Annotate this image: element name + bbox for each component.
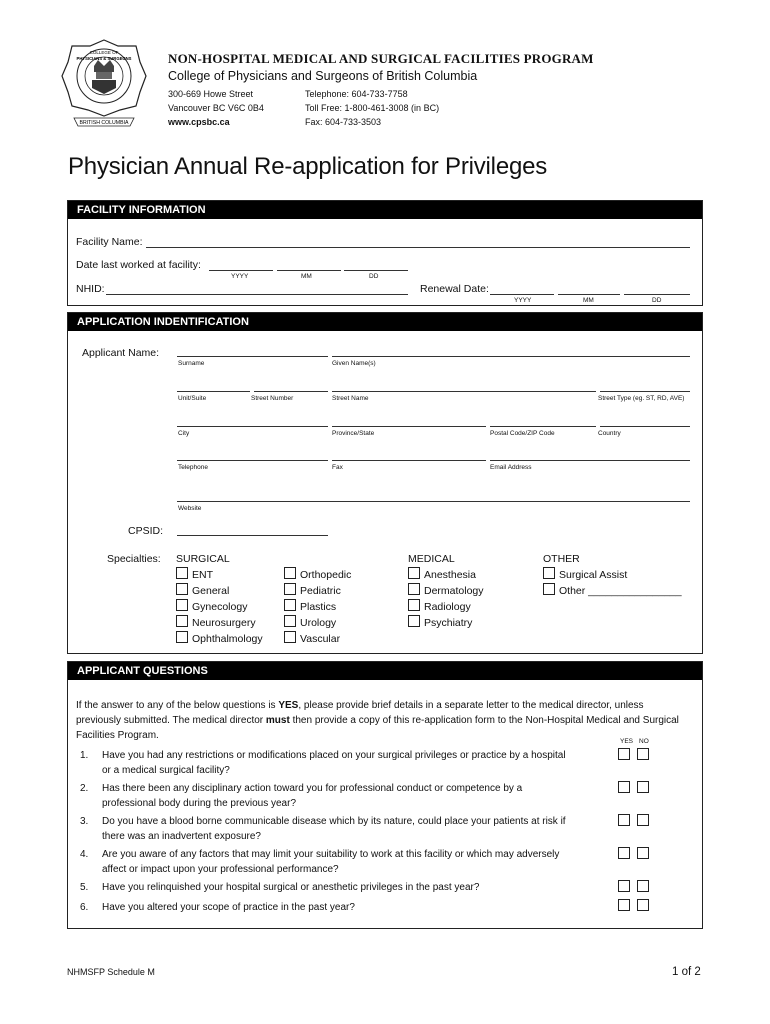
question-3-yes-checkbox[interactable] [618,814,630,826]
website-caption: Website [178,505,202,512]
intro-text-2: , please provide brief details in a separate letter to the medical director, unless previously submitted. The medical director [76,700,644,726]
email-caption: Email Address [490,464,532,471]
website-field[interactable] [177,501,690,502]
question-2-yes-checkbox[interactable] [618,781,630,793]
question-1-number: 1. [80,750,89,761]
address-line-1: 300-669 Howe Street [168,89,254,99]
address-line-2: Vancouver BC V6C 0B4 [168,103,264,113]
checkbox-other[interactable] [543,583,555,595]
street-number-caption: Street Number [251,395,294,402]
specialty-psychiatry-label: Psychiatry [424,617,473,629]
question-3-no-checkbox[interactable] [637,814,649,826]
question-4-text: Are you aware of any factors that may limit your suitability to work at this facility or which may adversely affect or impact upon your professional performance? [102,849,560,875]
section-heading: APPLICANT QUESTIONS [68,662,702,680]
intro-must: must [265,715,290,726]
college-contact [305,87,439,129]
specialty-general-label: General [192,585,230,597]
renewal-yyyy-field[interactable] [490,294,554,295]
given-names-field[interactable] [332,356,690,357]
facility-name-field[interactable] [146,247,690,248]
question-5-text: Have you relinquished your hospital surgical or anesthetic privileges in the past year? [102,882,480,893]
college-address [168,87,264,129]
logo-top-text: COLLEGE OF [89,50,119,55]
country-field[interactable] [600,426,690,427]
given-names-caption: Given Name(s) [332,360,376,367]
street-number-field[interactable] [254,391,328,392]
question-4-number: 4. [80,849,89,860]
program-title: NON-HOSPITAL MEDICAL AND SURGICAL FACILITIES PROGRAM [168,51,594,66]
specialty-other-label: Other ________________ [559,585,682,597]
renewal-yyyy-caption: YYYY [514,297,532,304]
toll-free-text: Toll Free: 1-800-461-3008 (in BC) [305,103,440,113]
date-worked-dd-caption: DD [369,273,379,280]
logo-arc-text: PHYSICIANS & SURGEONS [76,56,132,61]
date-worked-dd-field[interactable] [344,270,408,271]
fax-field[interactable] [332,460,486,461]
section-heading: FACILITY INFORMATION [68,201,702,219]
telephone-caption: Telephone [178,464,208,471]
facility-name-label: Facility Name: [76,236,143,248]
specialty-urology-label: Urology [300,617,337,629]
question-1-yes-checkbox[interactable] [618,748,630,760]
medical-heading: MEDICAL [408,553,455,565]
applicant-questions-section [67,661,703,929]
question-5-no-checkbox[interactable] [637,880,649,892]
renewal-date-label: Renewal Date: [420,283,489,295]
intro-yes: YES [278,700,299,711]
surname-field[interactable] [177,356,328,357]
renewal-mm-caption: MM [583,297,594,304]
question-3-text: Do you have a blood borne communicable disease which by its nature, could place your patients at risk if there was an inadvertent exposure? [102,816,566,842]
specialty-radiology-label: Radiology [424,601,471,613]
postal-code-caption: Postal Code/ZIP Code [490,430,555,437]
college-name: College of Physicians and Surgeons of British Columbia [168,69,478,83]
unit-suite-field[interactable] [177,391,250,392]
yes-column-label: YES [620,738,634,745]
country-caption: Country [598,430,621,437]
section-heading: APPLICATION INDENTIFICATION [68,313,702,331]
question-2-no-checkbox[interactable] [637,781,649,793]
question-6-yes-checkbox[interactable] [618,899,630,911]
specialty-ophthalmology-label: Ophthalmology [192,633,263,645]
specialty-dermatology-label: Dermatology [424,585,484,597]
street-type-field[interactable] [600,391,690,392]
checkbox-vascular[interactable] [284,631,296,643]
checkbox-general[interactable] [176,583,188,595]
renewal-dd-field[interactable] [624,294,690,295]
application-identification-section [67,312,703,654]
question-5-number: 5. [80,882,89,893]
specialty-neurosurgery-label: Neurosurgery [192,617,256,629]
specialty-gynecology-label: Gynecology [192,601,248,613]
page-number: 1 of 2 [672,966,701,978]
no-column-label: NO [639,738,649,745]
checkbox-plastics[interactable] [284,599,296,611]
logo-bottom-text: BRITISH COLUMBIA [79,120,129,126]
specialty-plastics-label: Plastics [300,601,337,613]
question-2-number: 2. [80,783,89,794]
cpsid-label: CPSID: [128,525,164,537]
checkbox-urology[interactable] [284,615,296,627]
date-worked-mm-caption: MM [301,273,312,280]
question-6-number: 6. [80,902,89,913]
specialty-surgical-assist-label: Surgical Assist [559,569,628,581]
province-state-field[interactable] [332,426,486,427]
date-worked-yyyy-caption: YYYY [231,273,249,280]
checkbox-ent[interactable] [176,567,188,579]
checkbox-orthopedic[interactable] [284,567,296,579]
specialties-label: Specialties: [107,553,161,565]
checkbox-psychiatry[interactable] [408,615,420,627]
college-crest-logo [58,36,150,132]
date-worked-yyyy-field[interactable] [209,270,273,271]
renewal-dd-caption: DD [652,297,662,304]
question-1-text: Have you had any restrictions or modifications placed on your surgical privileges or practice by a hospital or a medical surgical facility? [102,750,566,776]
province-state-caption: Province/State [332,430,375,437]
document-title: Physician Annual Re-application for Privileges [68,153,548,180]
street-name-caption: Street Name [332,395,369,402]
specialty-orthopedic-label: Orthopedic [300,569,352,581]
question-4-no-checkbox[interactable] [637,847,649,859]
question-2-text: Has there been any disciplinary action toward you for professional conduct or competence by a professional body during the previous year? [102,783,523,809]
question-6-text: Have you altered your scope of practice in the past year? [102,902,355,913]
date-worked-mm-field[interactable] [277,270,341,271]
nhid-label: NHID: [76,283,105,295]
form-code: NHMSFP Schedule M [67,967,155,977]
question-1-no-checkbox[interactable] [637,748,649,760]
nhid-field[interactable] [106,294,408,295]
intro-text-1: If the answer to any of the below questions is [76,700,279,711]
date-worked-label: Date last worked at facility: [76,259,201,271]
question-6-no-checkbox[interactable] [637,899,649,911]
telephone-text: Telephone: 604-733-7758 [305,89,408,99]
street-name-field[interactable] [332,391,596,392]
checkbox-gynecology[interactable] [176,599,188,611]
surgical-heading: SURGICAL [176,553,230,565]
question-4-yes-checkbox[interactable] [618,847,630,859]
city-caption: City [178,430,190,437]
telephone-field[interactable] [177,460,328,461]
checkbox-anesthesia[interactable] [408,567,420,579]
checkbox-pediatric[interactable] [284,583,296,595]
website-link[interactable]: www.cpsbc.ca [168,117,230,127]
question-3-number: 3. [80,816,89,827]
city-field[interactable] [177,426,328,427]
unit-suite-caption: Unit/Suite [178,395,207,402]
cpsid-field[interactable] [177,535,328,536]
postal-code-field[interactable] [490,426,596,427]
checkbox-dermatology[interactable] [408,583,420,595]
facility-information-section [67,200,703,306]
other-heading: OTHER [543,553,580,565]
question-5-yes-checkbox[interactable] [618,880,630,892]
applicant-name-label: Applicant Name: [82,347,160,359]
email-field[interactable] [490,460,690,461]
questions-intro [76,698,686,743]
fax-caption: Fax [332,464,343,471]
fax-text: Fax: 604-733-3503 [305,117,382,127]
renewal-mm-field[interactable] [558,294,620,295]
intro-text-3: then provide a copy of this re-application form to the Non-Hospital Medical and Surgical Facilities Program. [76,715,679,741]
street-type-caption: Street Type (eg. ST, RD, AVE) [598,395,685,402]
specialty-pediatric-label: Pediatric [300,585,341,597]
specialty-anesthesia-label: Anesthesia [424,569,476,581]
checkbox-neurosurgery[interactable] [176,615,188,627]
specialty-vascular-label: Vascular [300,633,341,645]
checkbox-surgical-assist[interactable] [543,567,555,579]
checkbox-ophthalmology[interactable] [176,631,188,643]
checkbox-radiology[interactable] [408,599,420,611]
surname-caption: Surname [178,360,205,367]
specialty-ent-label: ENT [192,569,213,581]
